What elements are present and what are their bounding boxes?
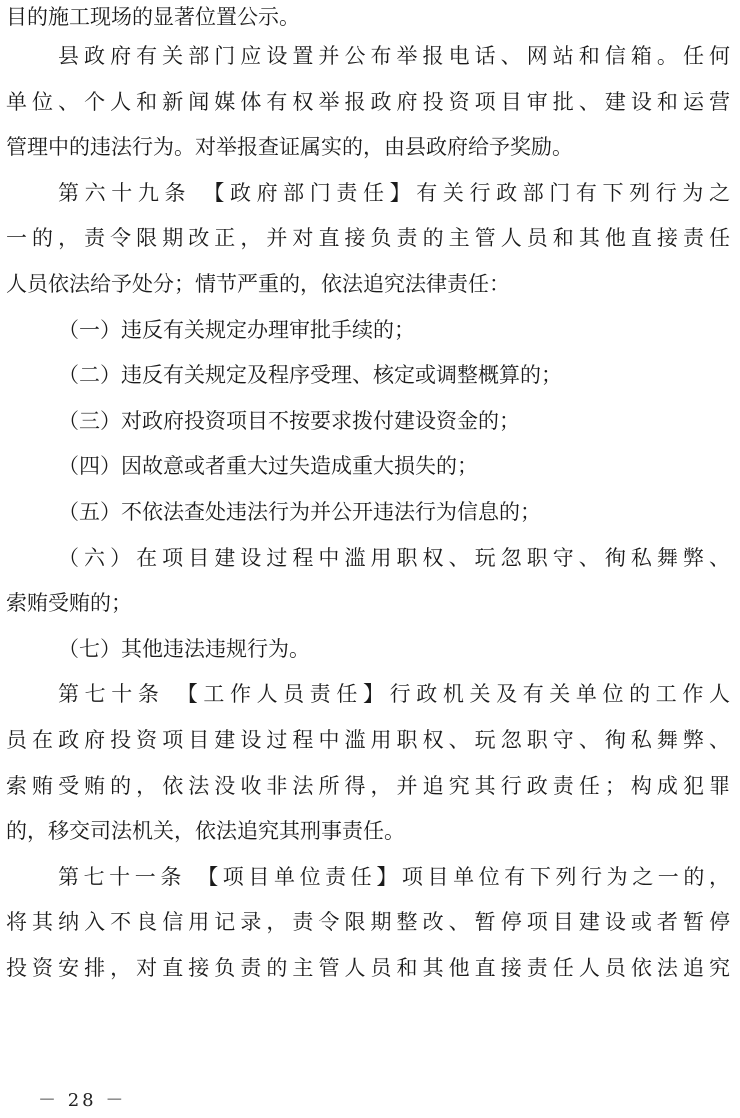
body-text (6, 0, 730, 991)
text-line-2: 县政府有关部门应设置并公布举报电话、网站和信箱。任何 (58, 44, 730, 68)
text-line-1: 目的施工现场的显著位置公示。 (6, 5, 300, 29)
list-item-1: （一）违反有关规定办理审批手续的； (58, 317, 415, 342)
list-item-3: （三）对政府投资项目不按要求拨付建设资金的； (58, 408, 520, 433)
page-number: － 28 － (38, 1090, 127, 1111)
list-item-6-continuation: 索贿受贿的； (6, 591, 132, 616)
text-line-19: 的，移交司法机关，依法追究其刑事责任。 (6, 819, 405, 844)
text-line-21: 将其纳入不良信用记录，责令限期整改、暂停项目建设或者暂停 (6, 910, 730, 935)
text-line-3: 单位、个人和新闻媒体有权举报政府投资项目审批、建设和运营 (6, 89, 730, 114)
list-item-7: （七）其他违法违规行为。 (58, 636, 310, 661)
text-line-22: 投资安排，对直接负责的主管人员和其他直接责任人员依法追究 (6, 955, 730, 980)
text-line-17: 员在政府投资项目建设过程中滥用职权、玩忽职守、徇私舞弊、 (6, 727, 730, 752)
article-70-heading-line: 第七十条 【工作人员责任】行政机关及有关单位的工作人 (58, 682, 730, 707)
list-item-5: （五）不依法查处违法行为并公开违法行为信息的； (58, 499, 541, 524)
list-item-4: （四）因故意或者重大过失造成重大损失的； (58, 454, 478, 479)
text-line-4: 管理中的违法行为。对举报查证属实的，由县政府给予奖励。 (6, 135, 573, 160)
text-line-18: 索贿受贿的，依法没收非法所得，并追究其行政责任；构成犯罪 (6, 773, 730, 798)
article-71-heading-line: 第七十一条 【项目单位责任】项目单位有下列行为之一的， (58, 864, 730, 889)
article-69-heading-line: 第六十九条 【政府部门责任】有关行政部门有下列行为之 (58, 180, 730, 205)
list-item-6: （六）在项目建设过程中滥用职权、玩忽职守、徇私舞弊、 (58, 545, 730, 570)
list-item-2: （二）违反有关规定及程序受理、核定或调整概算的； (58, 363, 562, 388)
text-line-6: 一的，责令限期改正，并对直接负责的主管人员和其他直接责任 (6, 226, 730, 251)
text-line-7: 人员依法给予处分；情节严重的，依法追究法律责任： (6, 271, 510, 296)
